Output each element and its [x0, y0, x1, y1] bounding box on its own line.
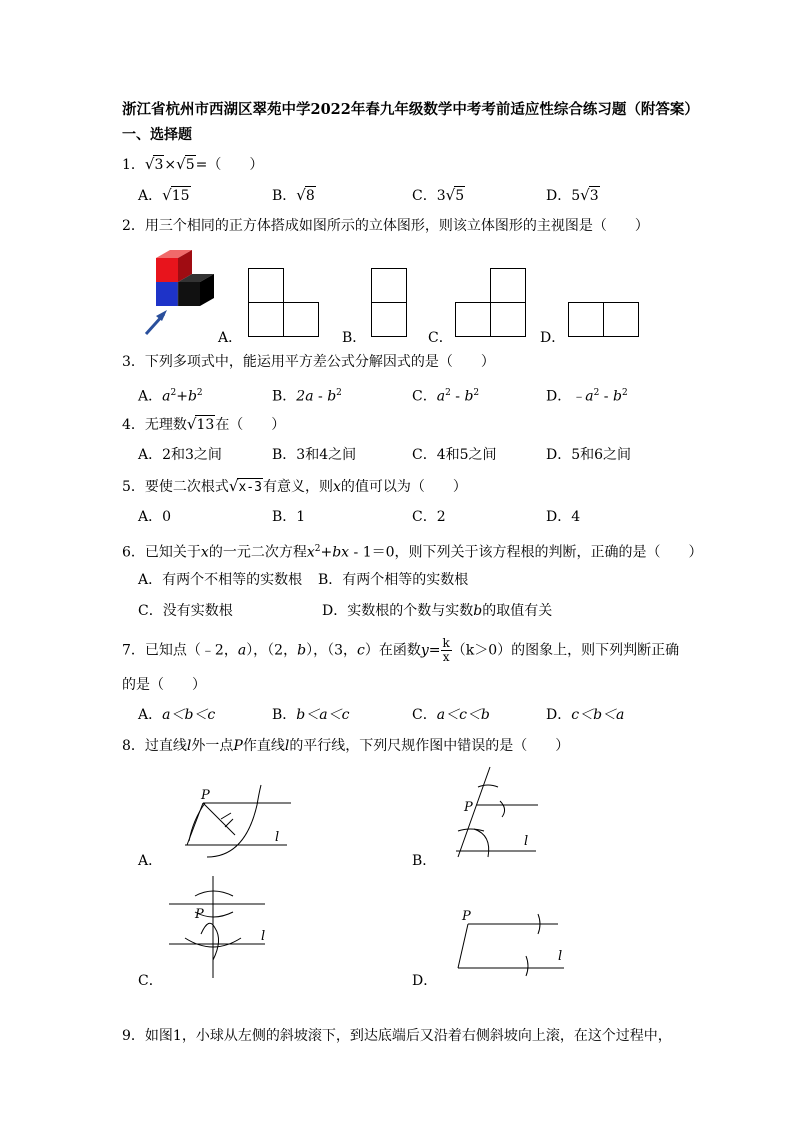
- svg-text:l: l: [524, 834, 529, 849]
- q6-option-d: D．实数根的个数与实数b的取值有关: [322, 603, 553, 619]
- svg-text:P: P: [462, 909, 471, 924]
- svg-text:P: P: [201, 788, 210, 803]
- q5-option-a: A．0: [138, 509, 172, 525]
- q2-option-d-figure: [568, 302, 640, 338]
- q8-label-b: B．: [412, 853, 437, 869]
- q4-option-c: C．4和5之间: [412, 447, 497, 463]
- q2-option-a-figure: [248, 268, 320, 338]
- question-8: 8．过直线l外一点P作直线l的平行线，下列尺规作图中错误的是（ ）: [122, 738, 570, 754]
- q2-label-a: A．: [218, 330, 243, 346]
- q6-option-a: A．有两个不相等的实数根: [138, 572, 303, 588]
- q1-option-c: C．3√5: [412, 186, 465, 204]
- q2-label-b: B．: [342, 330, 367, 346]
- q5-option-d: D．4: [546, 509, 581, 525]
- question-3: 3．下列多项式中，能运用平方差公式分解因式的是（ ）: [122, 354, 495, 370]
- q2-option-b-figure: [371, 268, 409, 338]
- q8-label-d: D．: [412, 973, 438, 989]
- q4-option-d: D．5和6之间: [546, 447, 632, 463]
- svg-text:l: l: [275, 830, 280, 845]
- q3-option-d: D．$﹣a^2 - b^2$: [546, 388, 628, 405]
- q3-option-c: C．$a^2 - b^2$: [412, 388, 480, 405]
- q2-option-c-figure: [455, 268, 527, 338]
- question-6: 6．已知关于x的一元二次方程$x^2+bx - 1=0$，则下列关于该方程根的判断，正确的是（ ）: [122, 544, 703, 561]
- svg-text:l: l: [261, 929, 266, 944]
- question-2: 2．用三个相同的正方体搭成如图所示的立体图形，则该立体图形的主视图是（ ）: [122, 218, 649, 234]
- q8-option-b-figure: [448, 765, 548, 860]
- svg-text:l: l: [558, 949, 563, 964]
- q1-option-a: A．√15: [138, 186, 190, 204]
- q8-option-a-figure: [175, 775, 305, 865]
- q3-option-b: B．$2a - b^2$: [272, 388, 342, 405]
- question-5: 5．要使二次根式√x-3有意义，则x的值可以为（ ）: [122, 477, 467, 495]
- q1-option-d: D．5√3: [546, 186, 599, 204]
- svg-text:P: P: [464, 800, 473, 815]
- q6-option-c: C．没有实数根: [138, 603, 233, 619]
- cube-figure: [140, 246, 220, 341]
- section-heading: 一、选择题: [122, 127, 192, 143]
- question-4: 4．无理数√13在（ ）: [122, 415, 286, 433]
- q2-label-c: C．: [428, 330, 453, 346]
- question-1: 1．√3×√5=（ ）: [122, 155, 264, 173]
- question-7-line-2: 的是（ ）: [122, 677, 206, 693]
- q7-option-c: C．a＜c＜b: [412, 707, 490, 723]
- q6-option-b: B．有两个相等的实数根: [318, 572, 469, 588]
- page-title: 浙江省杭州市西湖区翠苑中学2022年春九年级数学中考考前适应性综合练习题（附答案）: [122, 101, 699, 118]
- q3-option-a: A．$a^2+b^2$: [138, 388, 203, 405]
- fraction-k-over-x: $\frac{k}{x}$: [442, 636, 450, 664]
- q7-option-b: B．b＜a＜c: [272, 707, 350, 723]
- q7-option-d: D．c＜b＜a: [546, 707, 625, 723]
- q8-label-c: C．: [138, 973, 163, 989]
- q4-option-a: A．2和3之间: [138, 447, 222, 463]
- q2-label-d: D．: [540, 330, 566, 346]
- q5-option-c: C．2: [412, 509, 446, 525]
- q4-option-b: B．3和4之间: [272, 447, 357, 463]
- q5-option-b: B．1: [272, 509, 306, 525]
- question-7: 7．已知点（﹣2，a），（2，b），（3，c）在函数y= $\frac{k}{x}$ （k＞0）的图象上，则下列判断正确: [122, 636, 680, 664]
- q8-label-a: A．: [138, 853, 163, 869]
- q8-option-d-figure: [452, 908, 572, 973]
- q1-option-b: B．√8: [272, 186, 315, 204]
- q7-option-a: A．a＜b＜c: [138, 707, 216, 723]
- svg-text:P: P: [195, 907, 204, 922]
- q8-option-c-figure: [165, 872, 275, 982]
- question-9: 9．如图1，小球从左侧的斜坡滚下，到达底端后又沿着右侧斜坡向上滚，在这个过程中，: [122, 1028, 672, 1044]
